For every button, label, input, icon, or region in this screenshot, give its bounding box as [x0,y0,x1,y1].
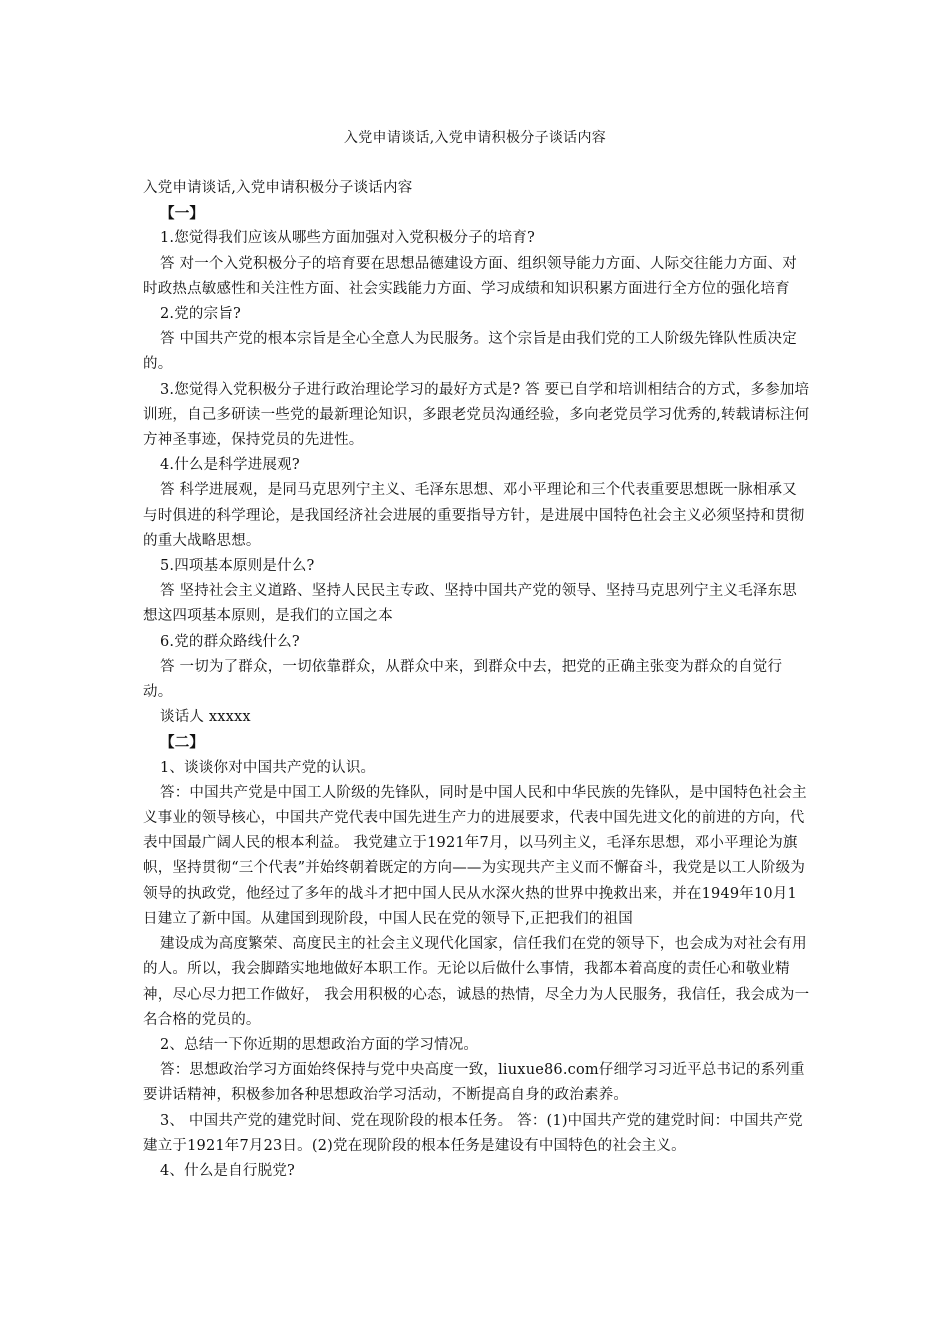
paragraph: 答 科学进展观，是同马克思列宁主义、毛泽东思想、邓小平理论和三个代表重要思想既一脉相承又与时俱进的科学理论，是我国经济社会进展的重要指导方针，是进展中国特色社会主义必须坚持和贯彻的重大战略思想。 [143,482,805,549]
paragraph: 答：思想政治学习方面始终保持与党中央高度一致，liuxue86.com仔细学习习近平总书记的系列重要讲话精神，积极参加各种思想政治学习活动，不断提高自身的政治素养。 [143,1062,805,1104]
paragraph: 4.什么是科学进展观? [160,457,300,474]
document-title: 入党申请谈话,入党申请积极分子谈话内容 [343,130,607,146]
section-marker: 【一】 [160,205,205,223]
paragraph: 4、什么是自行脱党? [160,1162,295,1179]
paragraph: 2、总结一下你近期的思想政治方面的学习情况。 [160,1036,479,1053]
paragraph: 答 一切为了群众，一切依靠群众，从群众中来，到群众中去，把党的正确主张变为群众的自觉行动。 [143,658,783,701]
paragraph: 5.四项基本原则是什么? [160,558,315,575]
paragraph: 3、 中国共产党的建党时间、党在现阶段的根本任务。 答：(1)中国共产党的建党时间：中国共产党建立于1921年7月23日。(2)党在现阶段的根本任务是建设有中国特色的社会主义。 [143,1112,803,1154]
paragraph: 答：中国共产党是中国工人阶级的先锋队，同时是中国人民和中华民族的先锋队，是中国特色社会主义事业的领导核心，中国共产党代表中国先进生产力的进展要求，代表中国先进文化的前进的方向，代表中国最广阔人民的根本利益。 我党建立于1921年7月，以马列主义，毛泽东思想，邓小平理论为旗帜，坚持贯彻“三个代表”并始终朝着既定的方向——为实现共产主义而不懈奋斗，我党是以工人阶级为领导的执政党，他经过了多年的战斗才把中国人民从水深火热的世界中挽救出来，并在1949年10月1日建立了新中国。从建国到现阶段，中国人民在党的领导下,正把我们的祖国 [143,784,807,927]
paragraph: 答 对一个入党积极分子的培育要在思想品德建设方面、组织领导能力方面、人际交往能力方面、对时政热点敏感性和关注性方面、社会实践能力方面、学习成绩和知识积累方面进行全方位的强化培育 [143,255,797,297]
paragraph: 1.您觉得我们应该从哪些方面加强对入党积极分子的培育? [160,230,536,247]
paragraph: 建设成为高度繁荣、高度民主的社会主义现代化国家，信任我们在党的领导下，也会成为对社会有用的人。所以，我会脚踏实地地做好本职工作。无论以后做什么事情，我都本着高度的责任心和敬业精神，尽心尽力把工作做好， 我会用积极的心态，诚恳的热情，尽全力为人民服务，我信任，我会成为一名合格的党员的。 [143,936,810,1028]
paragraph: 入党申请谈话,入党申请积极分子谈话内容 [143,180,413,196]
paragraph: 6.党的群众路线什么? [160,633,300,650]
paragraph: 答 中国共产党的根本宗旨是全心全意人为民服务。这个宗旨是由我们党的工人阶级先锋队性质决定的。 [143,331,797,373]
paragraph: 谈话人 xxxxx [160,709,251,726]
paragraph: 2.党的宗旨? [160,306,242,323]
document-body [143,176,811,1184]
paragraph: 3.您觉得入党积极分子进行政治理论学习的最好方式是? 答 要已自学和培训相结合的方式，多参加培训班，自己多研读一些党的最新理论知识，多跟老党员沟通经验，多向老党员学习优秀的,转载请标注何方神圣事迹，保持党员的先进性。 [143,381,810,449]
section-marker: 【二】 [160,734,205,752]
paragraph: 1、谈谈你对中国共产党的认识。 [160,759,376,776]
paragraph: 答 坚持社会主义道路、坚持人民民主专政、坚持中国共产党的领导、坚持马克思列宁主义毛泽东思想这四项基本原则，是我们的立国之本 [143,583,797,625]
